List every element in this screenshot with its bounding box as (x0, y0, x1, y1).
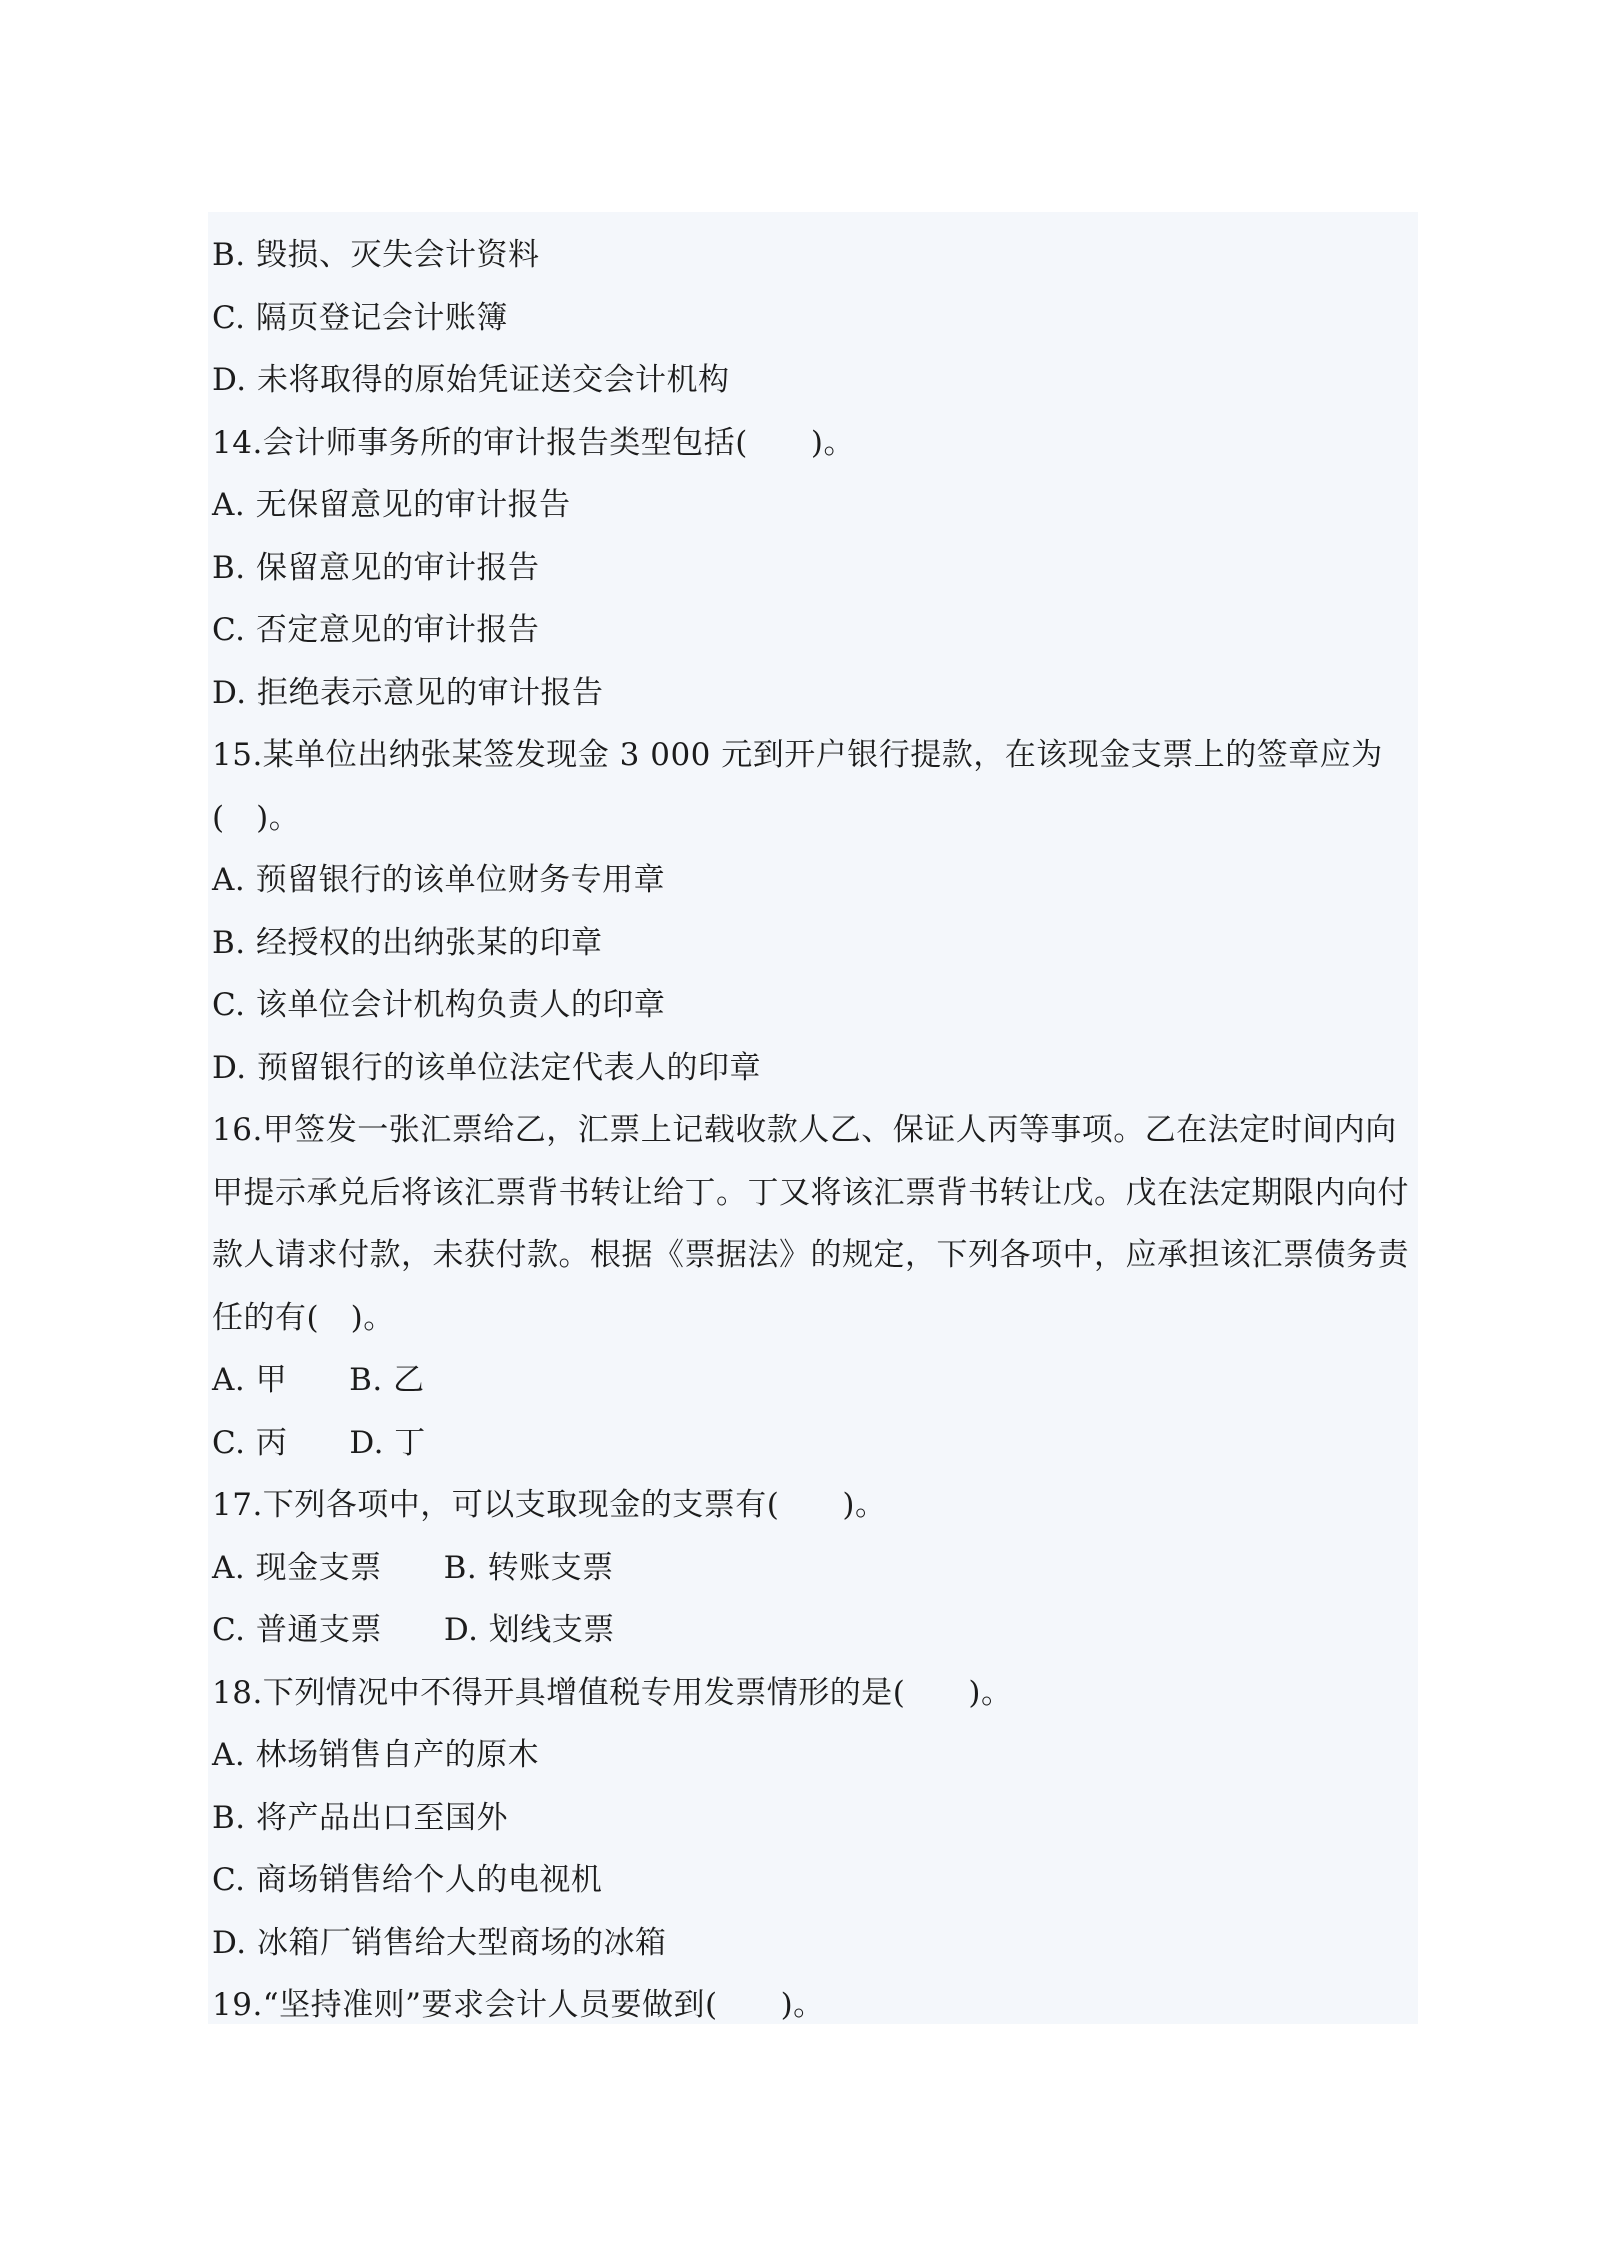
option-pair-line (212, 1349, 1412, 1412)
option: B. 转账支票 (443, 1549, 614, 1586)
option-line: B. 保留意见的审计报告 (212, 549, 540, 586)
option: A. 现金支票 (212, 1549, 382, 1586)
option-line: A. 林场销售自产的原木 (212, 1737, 540, 1773)
document-content (212, 224, 1412, 2037)
option-pair-line (212, 1537, 1412, 1600)
option: D. 丁 (349, 1424, 426, 1461)
question-16: 16.甲签发一张汇票给乙，汇票上记载收款人乙、保证人丙等事项。乙在法定时间内向 (212, 1112, 1397, 1148)
question-18: 18.下列情况中不得开具增值税专用发票情形的是( )。 (212, 1674, 1013, 1711)
option: A. 甲 (212, 1362, 288, 1398)
option-line: C. 商场销售给个人的电视机 (212, 1862, 603, 1898)
option-line: B. 经授权的出纳张某的印章 (212, 924, 603, 961)
question-17: 17.下列各项中，可以支取现金的支票有( )。 (212, 1487, 887, 1523)
option-line: D. 拒绝表示意见的审计报告 (212, 674, 604, 711)
question-16-continued: 款人请求付款，未获付款。根据《票据法》的规定，下列各项中，应承担该汇票债务责 (212, 1237, 1409, 1273)
option-line: C. 隔页登记会计账簿 (212, 299, 508, 336)
question-19: 19.“坚持准则”要求会计人员要做到( )。 (212, 1987, 825, 2023)
document-page (208, 212, 1418, 2024)
option-line: D. 冰箱厂销售给大型商场的冰箱 (212, 1924, 667, 1961)
question-15: 15.某单位出纳张某签发现金 3 000 元到开户银行提款，在该现金支票上的签章应为 (212, 737, 1383, 773)
option-line: D. 预留银行的该单位法定代表人的印章 (212, 1049, 761, 1086)
option: B. 乙 (349, 1362, 425, 1398)
option-line: B. 毁损、灭失会计资料 (212, 237, 540, 273)
question-15-continued: ( )。 (212, 799, 301, 836)
option: C. 普通支票 (212, 1612, 382, 1648)
option-line: D. 未将取得的原始凭证送交会计机构 (212, 362, 730, 398)
question-16-continued: 任的有( )。 (212, 1299, 395, 1336)
option-line: A. 无保留意见的审计报告 (212, 487, 571, 523)
option: D. 划线支票 (443, 1612, 615, 1648)
option-line: B. 将产品出口至国外 (212, 1799, 508, 1836)
option: C. 丙 (212, 1424, 288, 1461)
option-pair-line (212, 1412, 1412, 1475)
option-line: A. 预留银行的该单位财务专用章 (212, 862, 666, 898)
question-14: 14.会计师事务所的审计报告类型包括( )。 (212, 424, 855, 461)
question-16-continued: 甲提示承兑后将该汇票背书转让给丁。丁又将该汇票背书转让戊。戊在法定期限内向付 (212, 1174, 1409, 1211)
option-pair-line (212, 1599, 1412, 1662)
option-line: C. 该单位会计机构负责人的印章 (212, 987, 666, 1023)
option-line: C. 否定意见的审计报告 (212, 612, 540, 648)
